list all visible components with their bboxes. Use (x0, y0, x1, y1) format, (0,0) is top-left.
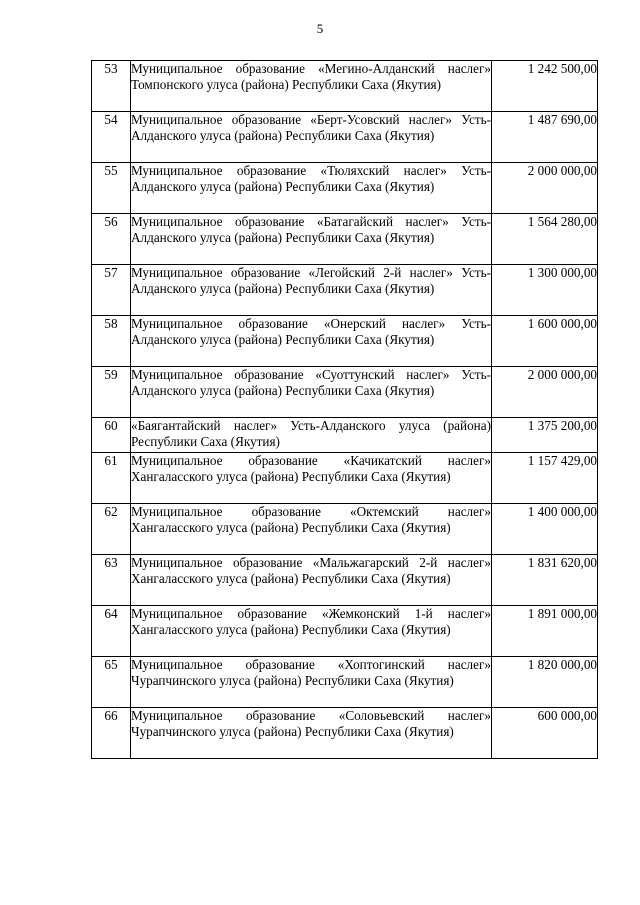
row-number: 54 (92, 112, 131, 163)
row-number: 66 (92, 708, 131, 759)
amount-value: 1 300 000,00 (492, 265, 598, 316)
table-row (92, 606, 598, 657)
table-row (92, 555, 598, 606)
row-number: 59 (92, 367, 131, 418)
row-number: 64 (92, 606, 131, 657)
municipality-name: Муниципальное образование «Хоптогинский наслег» Чурапчинского улуса (района) Республики Саха (Якутия) (131, 657, 492, 708)
table-row (92, 453, 598, 504)
table-row (92, 214, 598, 265)
municipality-name: «Баягантайский наслег» Усть-Алданского улуса (района) Республики Саха (Якутия) (131, 418, 492, 453)
table-row (92, 265, 598, 316)
municipality-name: Муниципальное образование «Качикатский наслег» Хангаласского улуса (района) Республики Саха (Якутия) (131, 453, 492, 504)
row-number: 53 (92, 61, 131, 112)
table-row (92, 61, 598, 112)
municipality-name: Муниципальное образование «Онерский наслег» Усть-Алданского улуса (района) Республики Саха (Якутия) (131, 316, 492, 367)
amount-value: 1 831 620,00 (492, 555, 598, 606)
amount-value: 1 487 690,00 (492, 112, 598, 163)
municipality-name: Муниципальное образование «Жемконский 1-й наслег» Хангаласского улуса (района) Республики Саха (Якутия) (131, 606, 492, 657)
row-number: 56 (92, 214, 131, 265)
amount-value: 2 000 000,00 (492, 367, 598, 418)
amount-value: 600 000,00 (492, 708, 598, 759)
amount-value: 2 000 000,00 (492, 163, 598, 214)
table-row (92, 418, 598, 453)
municipality-name: Муниципальное образование «Легойский 2-й наслег» Усть-Алданского улуса (района) Республики Саха (Якутия) (131, 265, 492, 316)
table-row (92, 708, 598, 759)
row-number: 62 (92, 504, 131, 555)
municipality-name: Муниципальное образование «Берт-Усовский наслег» Усть-Алданского улуса (района) Республики Саха (Якутия) (131, 112, 492, 163)
table-row (92, 657, 598, 708)
table-row (92, 112, 598, 163)
municipality-name: Муниципальное образование «Мальжагарский 2-й наслег» Хангаласского улуса (района) Республики Саха (Якутия) (131, 555, 492, 606)
row-number: 60 (92, 418, 131, 453)
municipality-name: Муниципальное образование «Тюляхский наслег» Усть-Алданского улуса (района) Республики Саха (Якутия) (131, 163, 492, 214)
amount-value: 1 375 200,00 (492, 418, 598, 453)
row-number: 58 (92, 316, 131, 367)
municipality-name: Муниципальное образование «Октемский наслег» Хангаласского улуса (района) Республики Саха (Якутия) (131, 504, 492, 555)
amount-value: 1 157 429,00 (492, 453, 598, 504)
table-row (92, 504, 598, 555)
municipality-name: Муниципальное образование «Батагайский наслег» Усть-Алданского улуса (района) Республики Саха (Якутия) (131, 214, 492, 265)
allocation-table (91, 60, 598, 759)
row-number: 57 (92, 265, 131, 316)
row-number: 55 (92, 163, 131, 214)
amount-value: 1 400 000,00 (492, 504, 598, 555)
amount-value: 1 891 000,00 (492, 606, 598, 657)
table-row (92, 316, 598, 367)
municipality-name: Муниципальное образование «Соловьевский наслег» Чурапчинского улуса (района) Республики Саха (Якутия) (131, 708, 492, 759)
amount-value: 1 600 000,00 (492, 316, 598, 367)
table-row (92, 163, 598, 214)
row-number: 63 (92, 555, 131, 606)
municipality-name: Муниципальное образование «Суоттунский наслег» Усть-Алданского улуса (района) Республики Саха (Якутия) (131, 367, 492, 418)
amount-value: 1 564 280,00 (492, 214, 598, 265)
row-number: 65 (92, 657, 131, 708)
amount-value: 1 242 500,00 (492, 61, 598, 112)
amount-value: 1 820 000,00 (492, 657, 598, 708)
municipality-name: Муниципальное образование «Мегино-Алданский наслег» Томпонского улуса (района) Республики Саха (Якутия) (131, 61, 492, 112)
row-number: 61 (92, 453, 131, 504)
table-row (92, 367, 598, 418)
page-number: 5 (316, 21, 324, 36)
